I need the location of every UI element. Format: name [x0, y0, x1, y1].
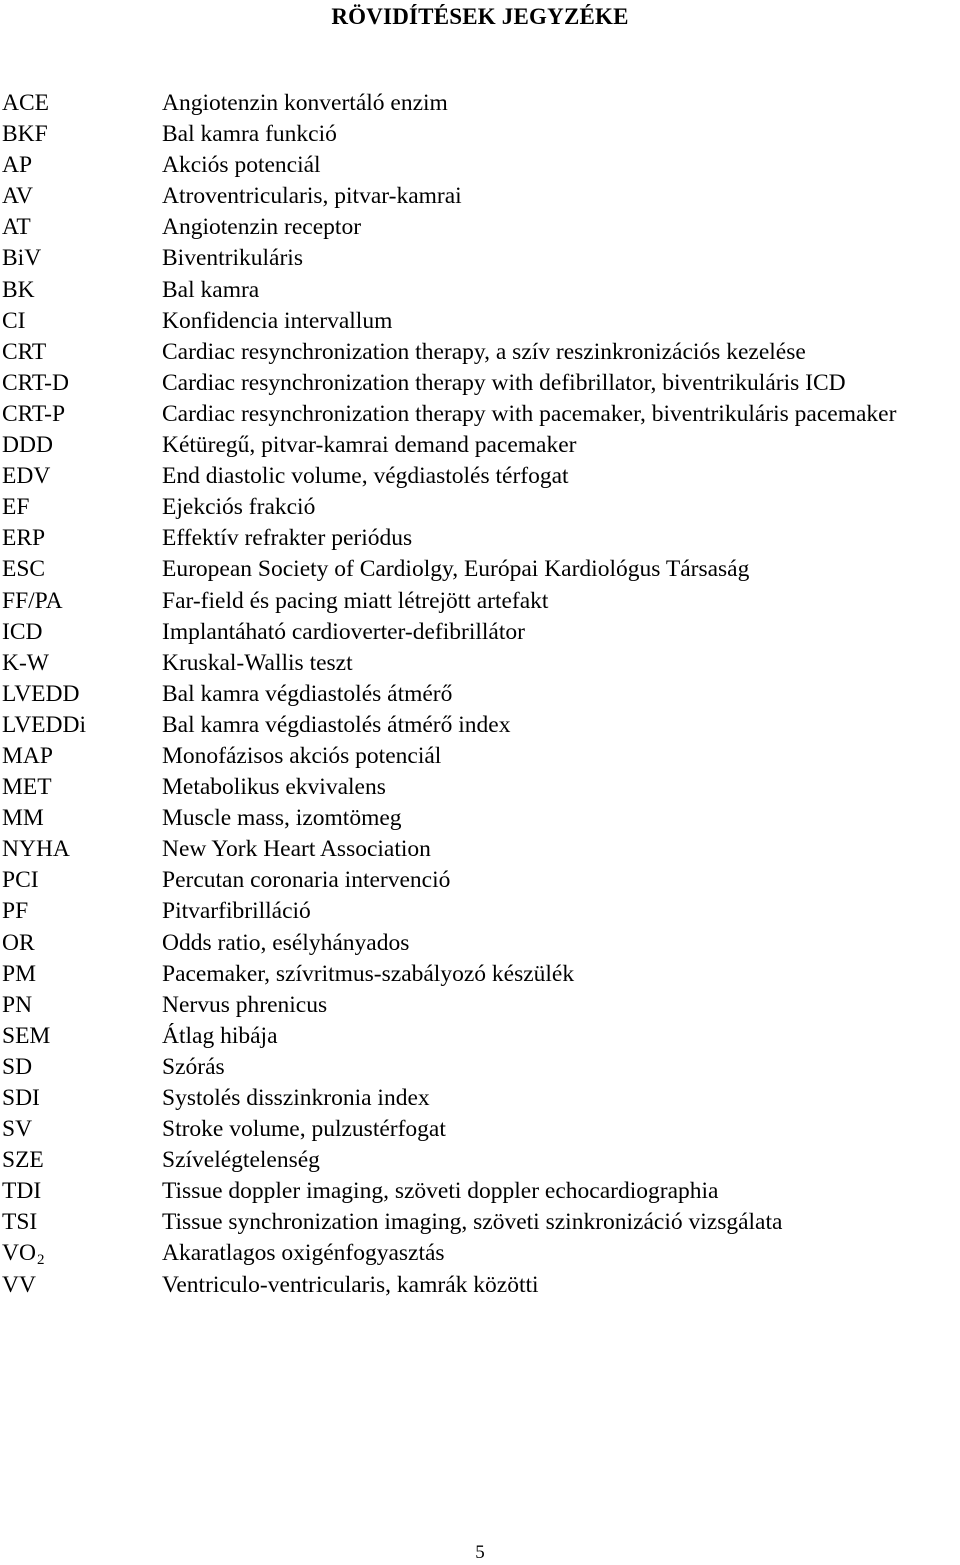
abbreviation-definition: European Society of Cardiolgy, Európai Kardiológus Társaság: [162, 556, 750, 583]
abbreviation-definition: New York Heart Association: [162, 836, 431, 863]
abbreviation-definition: Pitvarfibrilláció: [162, 898, 311, 925]
abbreviation-term-text: AV: [2, 183, 33, 210]
abbreviation-row: [0, 430, 960, 461]
abbreviation-term-text: AT: [2, 214, 31, 241]
abbreviation-term: [2, 834, 70, 865]
abbreviation-term: [2, 430, 53, 461]
abbreviation-definition: Tissue doppler imaging, szöveti doppler echocardiographia: [162, 1178, 719, 1205]
abbreviation-term-text: LVEDDi: [2, 711, 86, 738]
abbreviation-term-text: ERP: [2, 525, 46, 552]
abbreviation-row: [0, 648, 960, 679]
abbreviation-definition: Tissue synchronization imaging, szöveti szinkronizáció vizsgálata: [162, 1209, 783, 1236]
abbreviation-definition: Far-field és pacing miatt létrejött artefakt: [162, 587, 549, 614]
abbreviation-term: [2, 461, 50, 492]
abbreviation-term: [2, 1021, 50, 1052]
abbreviation-row: [0, 1145, 960, 1176]
abbreviation-row: [0, 554, 960, 585]
abbreviation-definition: Bal kamra végdiastolés átmérő index: [162, 711, 511, 738]
abbreviation-row: [0, 492, 960, 523]
abbreviation-row: [0, 523, 960, 554]
abbreviation-definition: Stroke volume, pulzustérfogat: [162, 1116, 446, 1143]
abbreviation-term-text: VO: [2, 1240, 36, 1267]
abbreviation-term-text: CRT-D: [2, 369, 69, 396]
abbreviation-row: [0, 1238, 960, 1269]
abbreviation-row: [0, 710, 960, 741]
abbreviation-term: [2, 492, 29, 523]
abbreviation-definition: Muscle mass, izomtömeg: [162, 805, 402, 832]
abbreviation-term: [2, 741, 53, 772]
abbreviation-definition: Nervus phrenicus: [162, 991, 328, 1018]
abbreviation-row: [0, 1176, 960, 1207]
abbreviation-term-text: BiV: [2, 245, 42, 272]
abbreviation-definition: Implantáható cardioverter-defibrillátor: [162, 618, 525, 645]
abbreviation-row: [0, 865, 960, 896]
abbreviation-list: [0, 88, 960, 1301]
abbreviation-term: [2, 88, 49, 119]
abbreviation-definition: Cardiac resynchronization therapy with pacemaker, biventrikuláris pacemaker: [162, 400, 897, 427]
abbreviation-definition: Akciós potenciál: [162, 152, 321, 179]
abbreviation-term-text: ESC: [2, 556, 46, 583]
abbreviation-row: [0, 88, 960, 119]
abbreviation-term: [2, 306, 26, 337]
abbreviation-term-text: LVEDD: [2, 680, 80, 707]
abbreviation-term: [2, 181, 33, 212]
abbreviation-definition: Effektív refrakter periódus: [162, 525, 413, 552]
abbreviation-definition: End diastolic volume, végdiastolés térfogat: [162, 463, 569, 490]
abbreviation-definition: Percutan coronaria intervenció: [162, 867, 451, 894]
abbreviation-term: [2, 990, 32, 1021]
abbreviation-term-text: K-W: [2, 649, 49, 676]
abbreviation-row: [0, 834, 960, 865]
abbreviation-term: [2, 1176, 41, 1207]
abbreviation-row: [0, 928, 960, 959]
abbreviation-term-text: MAP: [2, 742, 53, 769]
abbreviation-term: [2, 1238, 44, 1269]
abbreviation-row: [0, 679, 960, 710]
abbreviation-term-text: MM: [2, 805, 44, 832]
abbreviation-term-text: CRT: [2, 338, 47, 365]
abbreviation-definition: Ejekciós frakció: [162, 494, 316, 521]
abbreviation-term: [2, 243, 41, 274]
abbreviation-row: [0, 368, 960, 399]
abbreviation-term-text: EDV: [2, 463, 51, 490]
abbreviation-definition: Szívelégtelenség: [162, 1147, 320, 1174]
abbreviation-term: [2, 803, 44, 834]
abbreviation-row: [0, 275, 960, 306]
abbreviation-row: [0, 1270, 960, 1301]
abbreviation-term-text: SV: [2, 1116, 33, 1143]
abbreviation-row: [0, 1021, 960, 1052]
abbreviation-term-text: BKF: [2, 121, 48, 148]
abbreviation-definition: Kruskal-Wallis teszt: [162, 649, 353, 676]
abbreviation-term-text: SZE: [2, 1147, 44, 1174]
abbreviation-term-text: FF/PA: [2, 587, 63, 614]
abbreviation-definition: Átlag hibája: [162, 1022, 278, 1049]
abbreviation-row: [0, 306, 960, 337]
abbreviation-definition: Pacemaker, szívritmus-szabályozó készülék: [162, 960, 575, 987]
abbreviation-row: [0, 181, 960, 212]
abbreviation-term: [2, 896, 28, 927]
abbreviation-definition: Szórás: [162, 1053, 225, 1080]
abbreviation-row: [0, 990, 960, 1021]
abbreviation-term-text: MET: [2, 774, 52, 801]
abbreviation-definition: Bal kamra végdiastolés átmérő: [162, 680, 453, 707]
abbreviation-definition: Bal kamra: [162, 276, 260, 303]
abbreviation-definition: Atroventricularis, pitvar-kamrai: [162, 183, 462, 210]
abbreviation-row: [0, 1052, 960, 1083]
abbreviation-definition: Cardiac resynchronization therapy with defibrillator, biventrikuláris ICD: [162, 369, 846, 396]
abbreviation-term: [2, 1114, 32, 1145]
abbreviation-term-text: PN: [2, 991, 33, 1018]
abbreviation-row: [0, 119, 960, 150]
abbreviation-definition: Bal kamra funkció: [162, 121, 337, 148]
abbreviation-term-text: SEM: [2, 1022, 51, 1049]
abbreviation-row: [0, 772, 960, 803]
abbreviation-term-text: CI: [2, 307, 26, 334]
abbreviation-term: [2, 1207, 37, 1238]
abbreviation-row: [0, 212, 960, 243]
abbreviation-term-text: DDD: [2, 432, 53, 459]
page-number: 5: [475, 1542, 485, 1563]
abbreviation-term: [2, 368, 69, 399]
abbreviation-term-text: TSI: [2, 1209, 38, 1236]
abbreviation-row: [0, 896, 960, 927]
abbreviation-definition: Konfidencia intervallum: [162, 307, 393, 334]
abbreviation-row: [0, 243, 960, 274]
abbreviation-term: [2, 399, 65, 430]
abbreviation-term-text: OR: [2, 929, 35, 956]
abbreviation-row: [0, 1114, 960, 1145]
abbreviation-definition: Odds ratio, esélyhányados: [162, 929, 410, 956]
abbreviation-term: [2, 772, 52, 803]
abbreviation-term: [2, 586, 63, 617]
abbreviation-definition: Angiotenzin konvertáló enzim: [162, 90, 448, 116]
abbreviation-term-text: CRT-P: [2, 400, 66, 427]
abbreviation-term: [2, 1083, 40, 1114]
abbreviation-row: [0, 586, 960, 617]
abbreviation-term: [2, 648, 49, 679]
abbreviation-term: [2, 865, 39, 896]
abbreviation-row: [0, 461, 960, 492]
abbreviation-term: [2, 710, 86, 741]
abbreviation-term-text: PM: [2, 960, 36, 987]
abbreviation-term: [2, 617, 42, 648]
abbreviation-term: [2, 928, 35, 959]
abbreviation-term: [2, 1270, 36, 1301]
abbreviation-term: [2, 337, 46, 368]
abbreviation-definition: Metabolikus ekvivalens: [162, 774, 386, 801]
abbreviation-term-text: VV: [2, 1271, 36, 1298]
abbreviation-row: [0, 803, 960, 834]
abbreviation-row: [0, 959, 960, 990]
abbreviation-definition: Kétüregű, pitvar-kamrai demand pacemaker: [162, 432, 577, 459]
abbreviation-term-text: TDI: [2, 1178, 42, 1205]
abbreviation-row: [0, 337, 960, 368]
abbreviation-definition: Angiotenzin receptor: [162, 214, 362, 241]
abbreviation-row: [0, 741, 960, 772]
abbreviation-term: [2, 212, 31, 243]
abbreviation-row: [0, 1207, 960, 1238]
abbreviation-term-text: EF: [2, 494, 30, 521]
abbreviation-term-text: PCI: [2, 867, 39, 894]
abbreviation-term: [2, 523, 45, 554]
abbreviation-definition: Systolés disszinkronia index: [162, 1085, 430, 1111]
abbreviation-term-text: SDI: [2, 1085, 40, 1111]
abbreviation-row: [0, 1083, 960, 1114]
page-title: RÖVIDÍTÉSEK JEGYZÉKE: [331, 4, 629, 29]
abbreviation-definition: Akaratlagos oxigénfogyasztás: [162, 1240, 445, 1267]
abbreviation-definition: Ventriculo-ventricularis, kamrák közötti: [162, 1271, 539, 1298]
abbreviation-term: [2, 119, 48, 150]
abbreviation-term: [2, 150, 32, 181]
abbreviation-term-text: SD: [2, 1053, 33, 1080]
abbreviation-row: [0, 150, 960, 181]
abbreviation-term: [2, 679, 79, 710]
abbreviation-term-subscript: 2: [36, 1252, 45, 1269]
abbreviation-definition: Biventrikuláris: [162, 245, 303, 272]
abbreviation-definition: Monofázisos akciós potenciál: [162, 742, 442, 769]
abbreviation-term-text: AP: [2, 152, 33, 179]
abbreviation-term-text: ACE: [2, 90, 49, 116]
abbreviation-definition: Cardiac resynchronization therapy, a szív reszinkronizációs kezelése: [162, 338, 806, 365]
abbreviation-term-text: PF: [2, 898, 29, 925]
abbreviation-term: [2, 1145, 44, 1176]
abbreviation-term: [2, 275, 35, 306]
abbreviation-term: [2, 959, 36, 990]
abbreviation-row: [0, 617, 960, 648]
abbreviation-term-text: ICD: [2, 618, 43, 645]
abbreviation-row: [0, 399, 960, 430]
abbreviation-term: [2, 554, 45, 585]
abbreviation-term-text: NYHA: [2, 836, 70, 863]
abbreviation-term-text: BK: [2, 276, 35, 303]
abbreviation-term: [2, 1052, 32, 1083]
